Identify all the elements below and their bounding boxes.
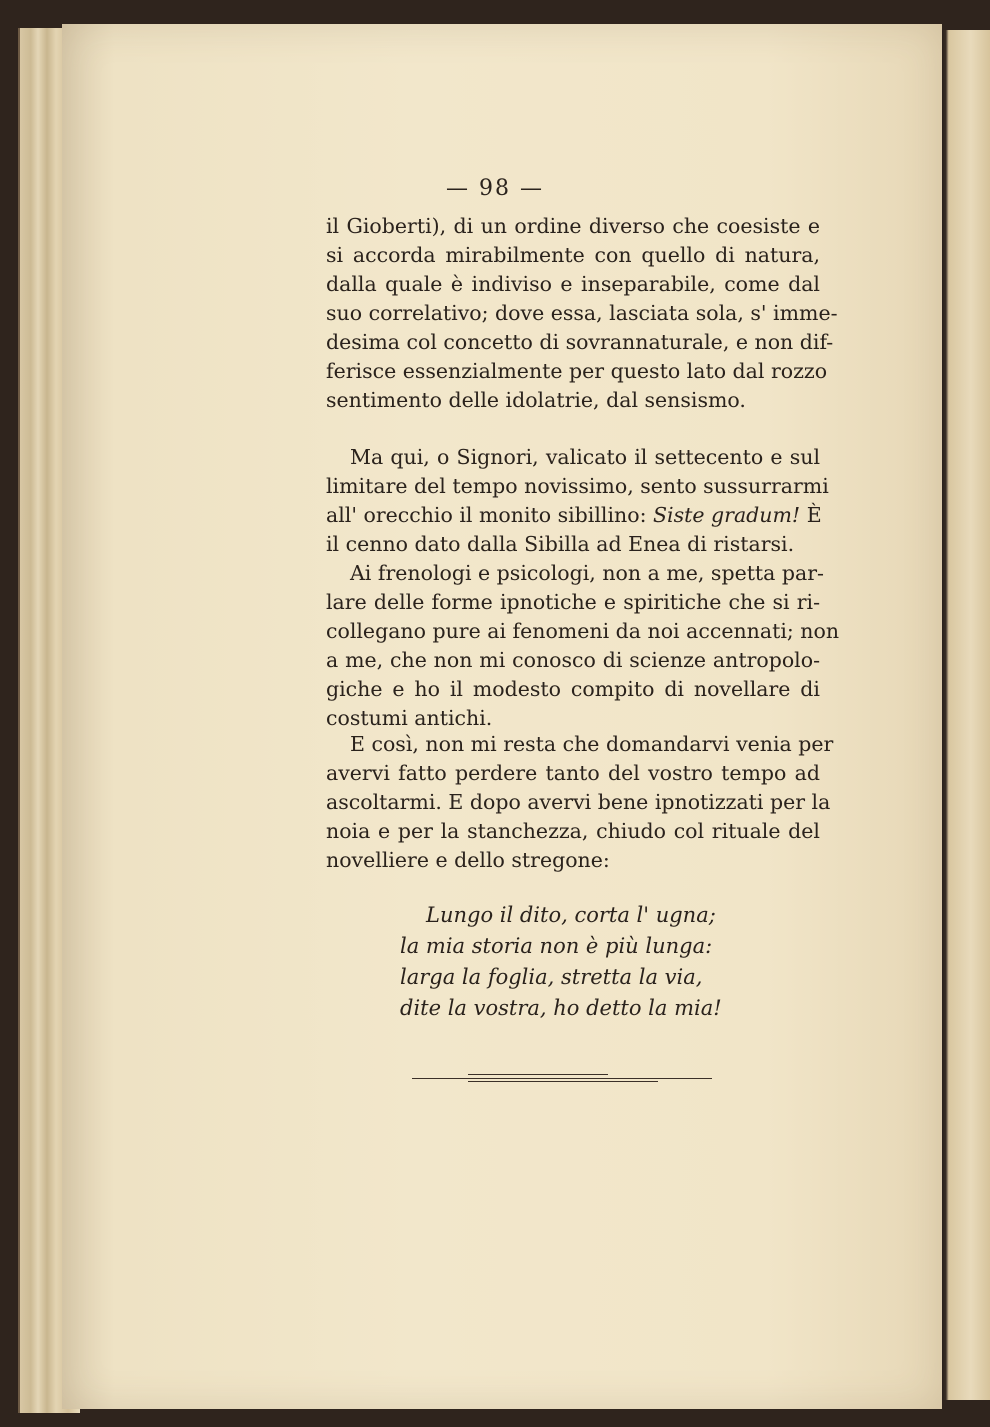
text-line: desima col concetto di sovrannaturale, e non dif- — [326, 330, 834, 354]
text-line: E così, non mi resta che domandarvi venia per — [350, 732, 834, 756]
text-line: a me, che non mi conosco di scienze antropolo- — [326, 648, 820, 672]
paragraph-1 — [326, 212, 838, 415]
text-line: limitare del tempo novissimo, sento sussurrarmi — [326, 474, 829, 498]
text-line: costumi antichi. — [326, 706, 493, 730]
text-line: Ai frenologi e psicologi, non a me, spetta par- — [350, 561, 824, 585]
rule-line — [412, 1078, 712, 1079]
end-ornament-rule — [412, 1074, 712, 1082]
line-suffix: È — [806, 503, 822, 527]
text-line-with-italic — [326, 501, 820, 530]
text-line: ascoltarmi. E dopo avervi bene ipnotizzati per la — [326, 790, 831, 814]
text-line: dalla quale è indiviso e inseparabile, come dal — [326, 272, 820, 296]
paragraph-2 — [326, 443, 829, 559]
text-line: il Gioberti), di un ordine diverso che coesiste e — [326, 214, 820, 238]
italic-quote: Siste gradum! — [653, 503, 801, 527]
facing-page-edge — [942, 30, 990, 1400]
text-line: giche e ho il modesto compito di novellare di — [326, 677, 820, 701]
verse-line: dite la vostra, ho detto la mia! — [400, 996, 722, 1020]
text-line: collegano pure ai fenomeni da noi accennati; non — [326, 619, 840, 643]
text-line: sentimento delle idolatrie, dal sensismo. — [326, 388, 746, 412]
rule-line — [468, 1074, 608, 1075]
text-line: lare delle forme ipnotiche e spiritiche che si ri- — [326, 590, 820, 614]
text-line: novelliere e dello stregone: — [326, 848, 610, 872]
line-prefix: all' orecchio il monito sibillino: — [326, 503, 647, 527]
text-line: suo correlativo; dove essa, lasciata sola, s' imme- — [326, 301, 838, 325]
rule-line — [468, 1081, 658, 1082]
text-line: il cenno dato dalla Sibilla ad Enea di ristarsi. — [326, 532, 795, 556]
text-line: noia e per la stanchezza, chiudo col rituale del — [326, 819, 820, 843]
closing-verse — [400, 900, 722, 1024]
text-line: si accorda mirabilmente con quello di natura, — [326, 243, 820, 267]
page-number: — 98 — — [446, 176, 544, 201]
verse-line: larga la foglia, stretta la via, — [400, 965, 703, 989]
paragraph-4 — [326, 730, 834, 875]
text-line: avervi fatto perdere tanto del vostro tempo ad — [326, 761, 820, 785]
verse-line: la mia storia non è più lunga: — [400, 934, 713, 958]
text-line: Ma qui, o Signori, valicato il settecento e sul — [350, 445, 820, 469]
paragraph-3 — [326, 559, 840, 733]
text-line: ferisce essenzialmente per questo lato dal rozzo — [326, 359, 828, 383]
verse-line: Lungo il dito, corta l' ugna; — [426, 903, 716, 927]
